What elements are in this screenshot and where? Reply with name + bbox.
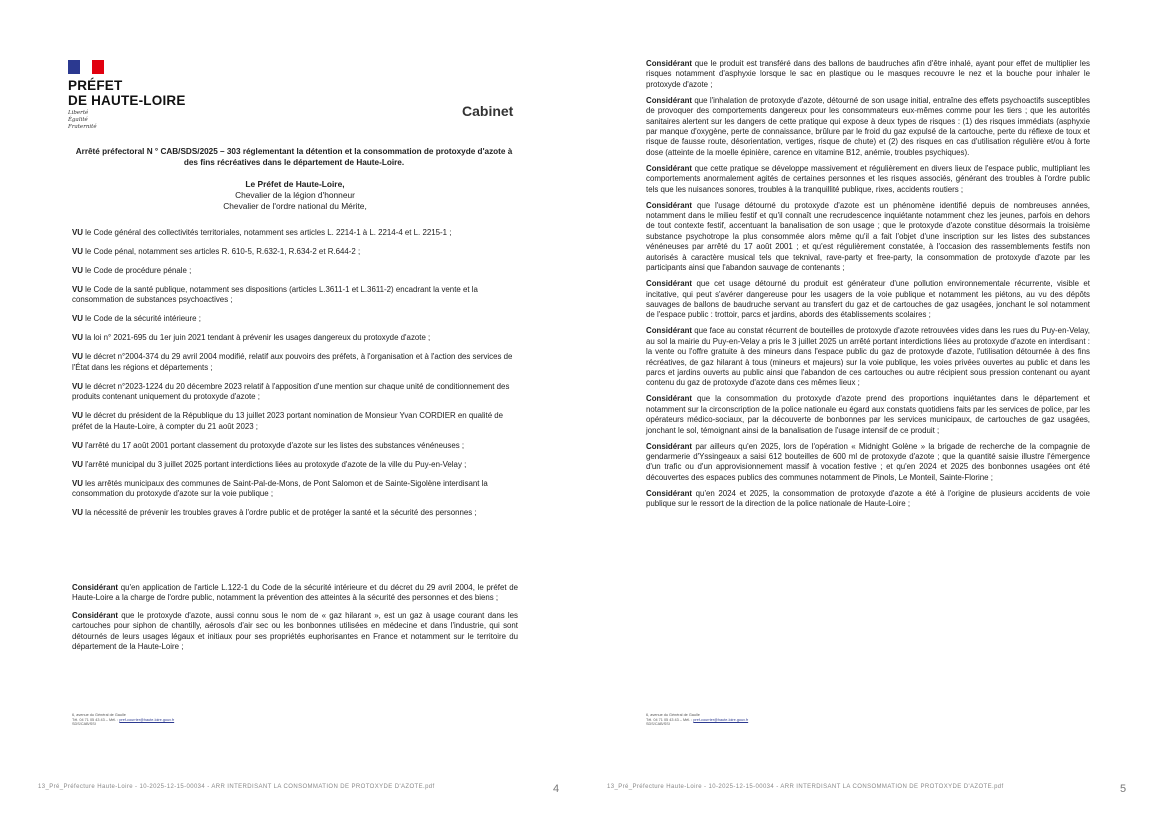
vu-paragraph: VU le Code pénal, notamment ses articles R. 610-5, R.632-1, R.634-2 et R.644-2 ; xyxy=(72,247,361,256)
motto-fraternite: Fraternité xyxy=(68,124,97,130)
vu-paragraph: VU la loi n° 2021-695 du 1er juin 2021 tendant à prévenir les usages dangereux du protoxyde d'azote ; xyxy=(72,333,431,343)
address-line: 6, avenue du Général de Gaulle xyxy=(646,713,700,717)
prefet-block xyxy=(150,179,440,212)
vu-paragraph: VU le Code général des collectivités territoriales, notamment ses articles L. 2214-1 à L. 2214-4 et L. 2215-1 ; xyxy=(72,228,452,237)
vu-paragraph: VU le Code de la sécurité intérieure ; xyxy=(72,314,201,324)
page-footer: 13_Pré_Préfecture Haute-Loire - 10-2025-12-15-00034 - ARR INTERDISANT LA CONSOMMATION DE PROTOXYDE D'AZOTE.pdf xyxy=(607,784,1004,790)
page-number: 5 xyxy=(1120,783,1127,795)
prefet-line3: Chevalier de l'ordre national du Mérite, xyxy=(223,201,367,211)
address-email-link[interactable]: pref-courrier@haute-loire.gouv.fr xyxy=(693,717,749,722)
prefet-brand xyxy=(68,78,186,108)
motto-liberte: Liberté xyxy=(68,110,89,116)
prefet-logo xyxy=(68,60,186,131)
considerant-paragraph: Considérant que face au constat récurrent de bouteilles de protoxyde d'azote retrouvées vides dans les rues du Puy-en-Velay, au sol la mairie du Puy-en-Velay a pris le 3 juillet 2025 un arrêté portant interdictions liées au protoxyde d'azote en interdisant : la vente ou l'offre gratuite à des mineurs dans l'espace public du gaz de protoxyde d'azote, l'utilisation détournée à des fins récréatives, de gaz hilarant à tous (mineurs et majeurs) sur la voie publique, les voies privées ouvertes au public et dans les parcs et jardins ouverts au public ainsi que l'abandon de ces cartouches ou autre récipient sous pression contenant ou ayant contenu du gaz de protoxyde d'azote dans ces mêmes lieux ; xyxy=(646,326,1090,388)
considerant-paragraph: Considérant que cet usage détourné du produit est générateur d'une pollution environnementale récurrente, visible et incitative, qui peut s'avérer dangereuse pour les usagers de la voie publique et notamment les piétons, au vu des dépôts sauvages de ballons de baudruche servant au transfert du gaz et de cartouches de gaz usagées, jonchant le sol notamment de l'espace public : trottoir, parcs et jardins, abords des établissements scolaires ; xyxy=(646,279,1090,320)
page-footer: 13_Pré_Préfecture Haute-Loire - 10-2025-12-15-00034 - ARR INTERDISANT LA CONSOMMATION DE PROTOXYDE D'AZOTE.pdf xyxy=(38,784,435,790)
address-line: 6, avenue du Général de Gaulle xyxy=(72,713,126,717)
considerant-paragraph: Considérant que cette pratique se développe massivement et régulièrement en divers lieux de l'espace public, multipliant les comportements anormalement agités de certaines personnes et les risques associés, générant des troubles à l'ordre public tels que les nuisances sonores, troubles à la tranquillité publique, rixes, accidents routiers ; xyxy=(646,163,1090,194)
prefet-title: Le Préfet de Haute-Loire, xyxy=(245,179,345,189)
considerants-list xyxy=(646,59,1090,515)
considerant-paragraph: Considérant qu'en application de l'article L.122-1 du Code de la sécurité intérieure et du décret du 29 avril 2004, le préfet de Haute-Loire a la charge de l'ordre public, notamment la prévention des atteintes à la sécurité des personnes et des biens ; xyxy=(72,583,518,603)
considerant-paragraph: Considérant par ailleurs qu'en 2025, lors de l'opération « Midnight Golène » la brigade de recherche de la compagnie de gendarmerie d'Yssingeaux a saisi 612 bouteilles de 600 ml de protoxyde d'azote ; que la quantité saisie illustre l'émergence d'un trafic ou d'un approvisionnement massif à vocation festive ; et qu'en 2024 et 2025 des bonbonnes usagées ont été découvertes des espaces publics des communes notamment de Pinols, Le Monteil, Sainte-Florine ; xyxy=(646,441,1090,482)
motto xyxy=(68,110,186,131)
vu-paragraph: VU le Code de la santé publique, notamment ses dispositions (articles L.3611-1 et L.3611-2) encadrant la vente et la consommation de substances psychoactives ; xyxy=(72,285,478,305)
address-phone: Tél. 04 71 05 43 43 – Mél. : xyxy=(72,717,119,722)
vus-list xyxy=(72,228,518,527)
vu-paragraph: VU le décret n°2023-1224 du 20 décembre 2023 relatif à l'apposition d'une mention sur chaque unité de conditionnement des produits contenant uniquement du protoxyde d'azote ; xyxy=(72,381,510,402)
considerant-paragraph: Considérant que la consommation du protoxyde d'azote prend des proportions inquiétantes dans le département et notamment sur la circonscription de la police nationale eu égard aux constats quotidiens faits par les services de police, par les opérateurs médico-sociaux, par la découverte de bonbonnes par les services municipaux, de cartouches de gaz usagées, jonchant le sol, témoignant ainsi de la banalisation de l'usage intensif de ce produit ; xyxy=(646,394,1090,435)
page-number: 4 xyxy=(553,783,560,795)
address-phone: Tél. 04 71 05 43 43 – Mél. : xyxy=(646,717,693,722)
arrete-title: Arrêté préfectoral N ° CAB/SDS/2025 – 303 réglementant la détention et la consommation de protoxyde d'azote à des fins récréatives dans le département de Haute-Loire. xyxy=(75,147,513,167)
considerant-paragraph: Considérant que l'usage détourné du protoxyde d'azote est un phénomène identifié depuis de nombreuses années, notamment dans le milieu festif et qu'il connaît une recrudescence inquiétante notamment chez les jeunes, parfois en dehors de tout contexte festif, accentuant la banalisation de son usage ; que le protoxyde d'azote constitue désormais la troisième substance psychotrope la plus consommée alors même qu'il a fait l'objet d'une inscription sur les listes des substances vénéneuses par arrêté du 17 août 2001 ; et qu'est régulièrement constatée, à l'occasion des rassemblements festifs non autorisés à caractère musical tels que teknival, rave-party et free-party, la consommation de protoxyde d'azote par les participants ainsi que l'abandon sauvage de contenants ; xyxy=(646,200,1090,273)
vu-paragraph: VU le Code de procédure pénale ; xyxy=(72,266,192,275)
address-block xyxy=(72,713,174,727)
vu-paragraph: VU la nécessité de prévenir les troubles graves à l'ordre public et de protéger la santé et la sécurité des personnes ; xyxy=(72,508,477,518)
motto-egalite: Égalité xyxy=(68,117,88,123)
considerant-paragraph: Considérant qu'en 2024 et 2025, la consommation de protoxyde d'azote a été à l'origine de plusieurs accidents de voie publique sur le ressort de la direction de la police nationale de Haute-Loire ; xyxy=(646,488,1090,509)
address-code: SDS/CAB/SSI xyxy=(72,722,96,727)
considerant-paragraph: Considérant que l'inhalation de protoxyde d'azote, détourné de son usage initial, entraîne des effets psychoactifs susceptibles de provoquer des comportements dangereux pour les consommateurs eux-mêmes comme pour les tiers ; que les autorités sanitaires alertent sur les dangers de cette pratique qui expose à deux types de risques : (1) des risques immédiats (asphyxie par manque d'oxygène, perte de connaissance, brûlure par le froid du gaz expulsé de la cartouche, perte du réflexe de toux et risque de fausse route, désorientation, vertiges, risque de chute) et (2) des risques en cas d'utilisation régulière et/ou à forte dose (atteinte de la moelle épinière, carence en vitamine B12, anémie, troubles psychiques). xyxy=(646,95,1090,157)
considerants-list xyxy=(72,583,518,659)
brand-line2: DE HAUTE-LOIRE xyxy=(68,93,186,108)
document-page-right xyxy=(585,0,1169,827)
address-block xyxy=(646,713,748,727)
vu-paragraph: VU les arrêtés municipaux des communes de Saint-Pal-de-Mons, de Pont Salomon et de Sainte-Sigolène interdisant la consommation du protoxyde d'azote sur la voie publique ; xyxy=(72,478,488,499)
address-email-link[interactable]: pref-courrier@haute-loire.gouv.fr xyxy=(119,717,175,722)
vu-paragraph: VU le décret n°2004-374 du 29 avril 2004 modifié, relatif aux pouvoirs des préfets, à l'organisation et à l'action des services de l'État dans les régions et départements ; xyxy=(72,352,513,372)
considerant-paragraph: Considérant que le produit est transféré dans des ballons de baudruches afin d'être inhalé, ayant pour effet de multiplier les risques notamment d'asphyxie lorsque le sac en plastique ou le masques recouvre le nez et la bouche pour inhaler le protoxyde d'azote ; xyxy=(646,59,1090,89)
vu-paragraph: VU l'arrêté municipal du 3 juillet 2025 portant interdictions liées au protoxyde d'azote de la ville du Puy-en-Velay ; xyxy=(72,459,467,469)
marianne-flag-icon xyxy=(68,60,104,74)
brand-line1: PRÉFET xyxy=(68,78,123,93)
vu-paragraph: VU l'arrêté du 17 août 2001 portant classement du protoxyde d'azote sur les listes des substances vénéneuses ; xyxy=(72,440,465,450)
address-code: SDS/CAB/SSI xyxy=(646,722,670,727)
department-label: Cabinet xyxy=(462,103,514,119)
considerant-paragraph: Considérant que le protoxyde d'azote, aussi connu sous le nom de « gaz hilarant », est un gaz à usage courant dans les cartouches pour siphon de chantilly, aérosols d'air sec ou les bonbonnes utilisées en médecine et dans l'industrie, qui sont détournés de leurs usages légaux et initiaux pour ses propriétés euphorisantes en France et notamment sur le territoire du département de la Haute-Loire ; xyxy=(72,610,518,652)
document-page-left xyxy=(0,0,584,827)
vu-paragraph: VU le décret du président de la République du 13 juillet 2023 portant nomination de Monsieur Yvan CORDIER en qualité de préfet de la Haute-Loire, à compter du 21 août 2023 ; xyxy=(72,411,504,431)
prefet-line2: Chevalier de la légion d'honneur xyxy=(235,190,355,200)
